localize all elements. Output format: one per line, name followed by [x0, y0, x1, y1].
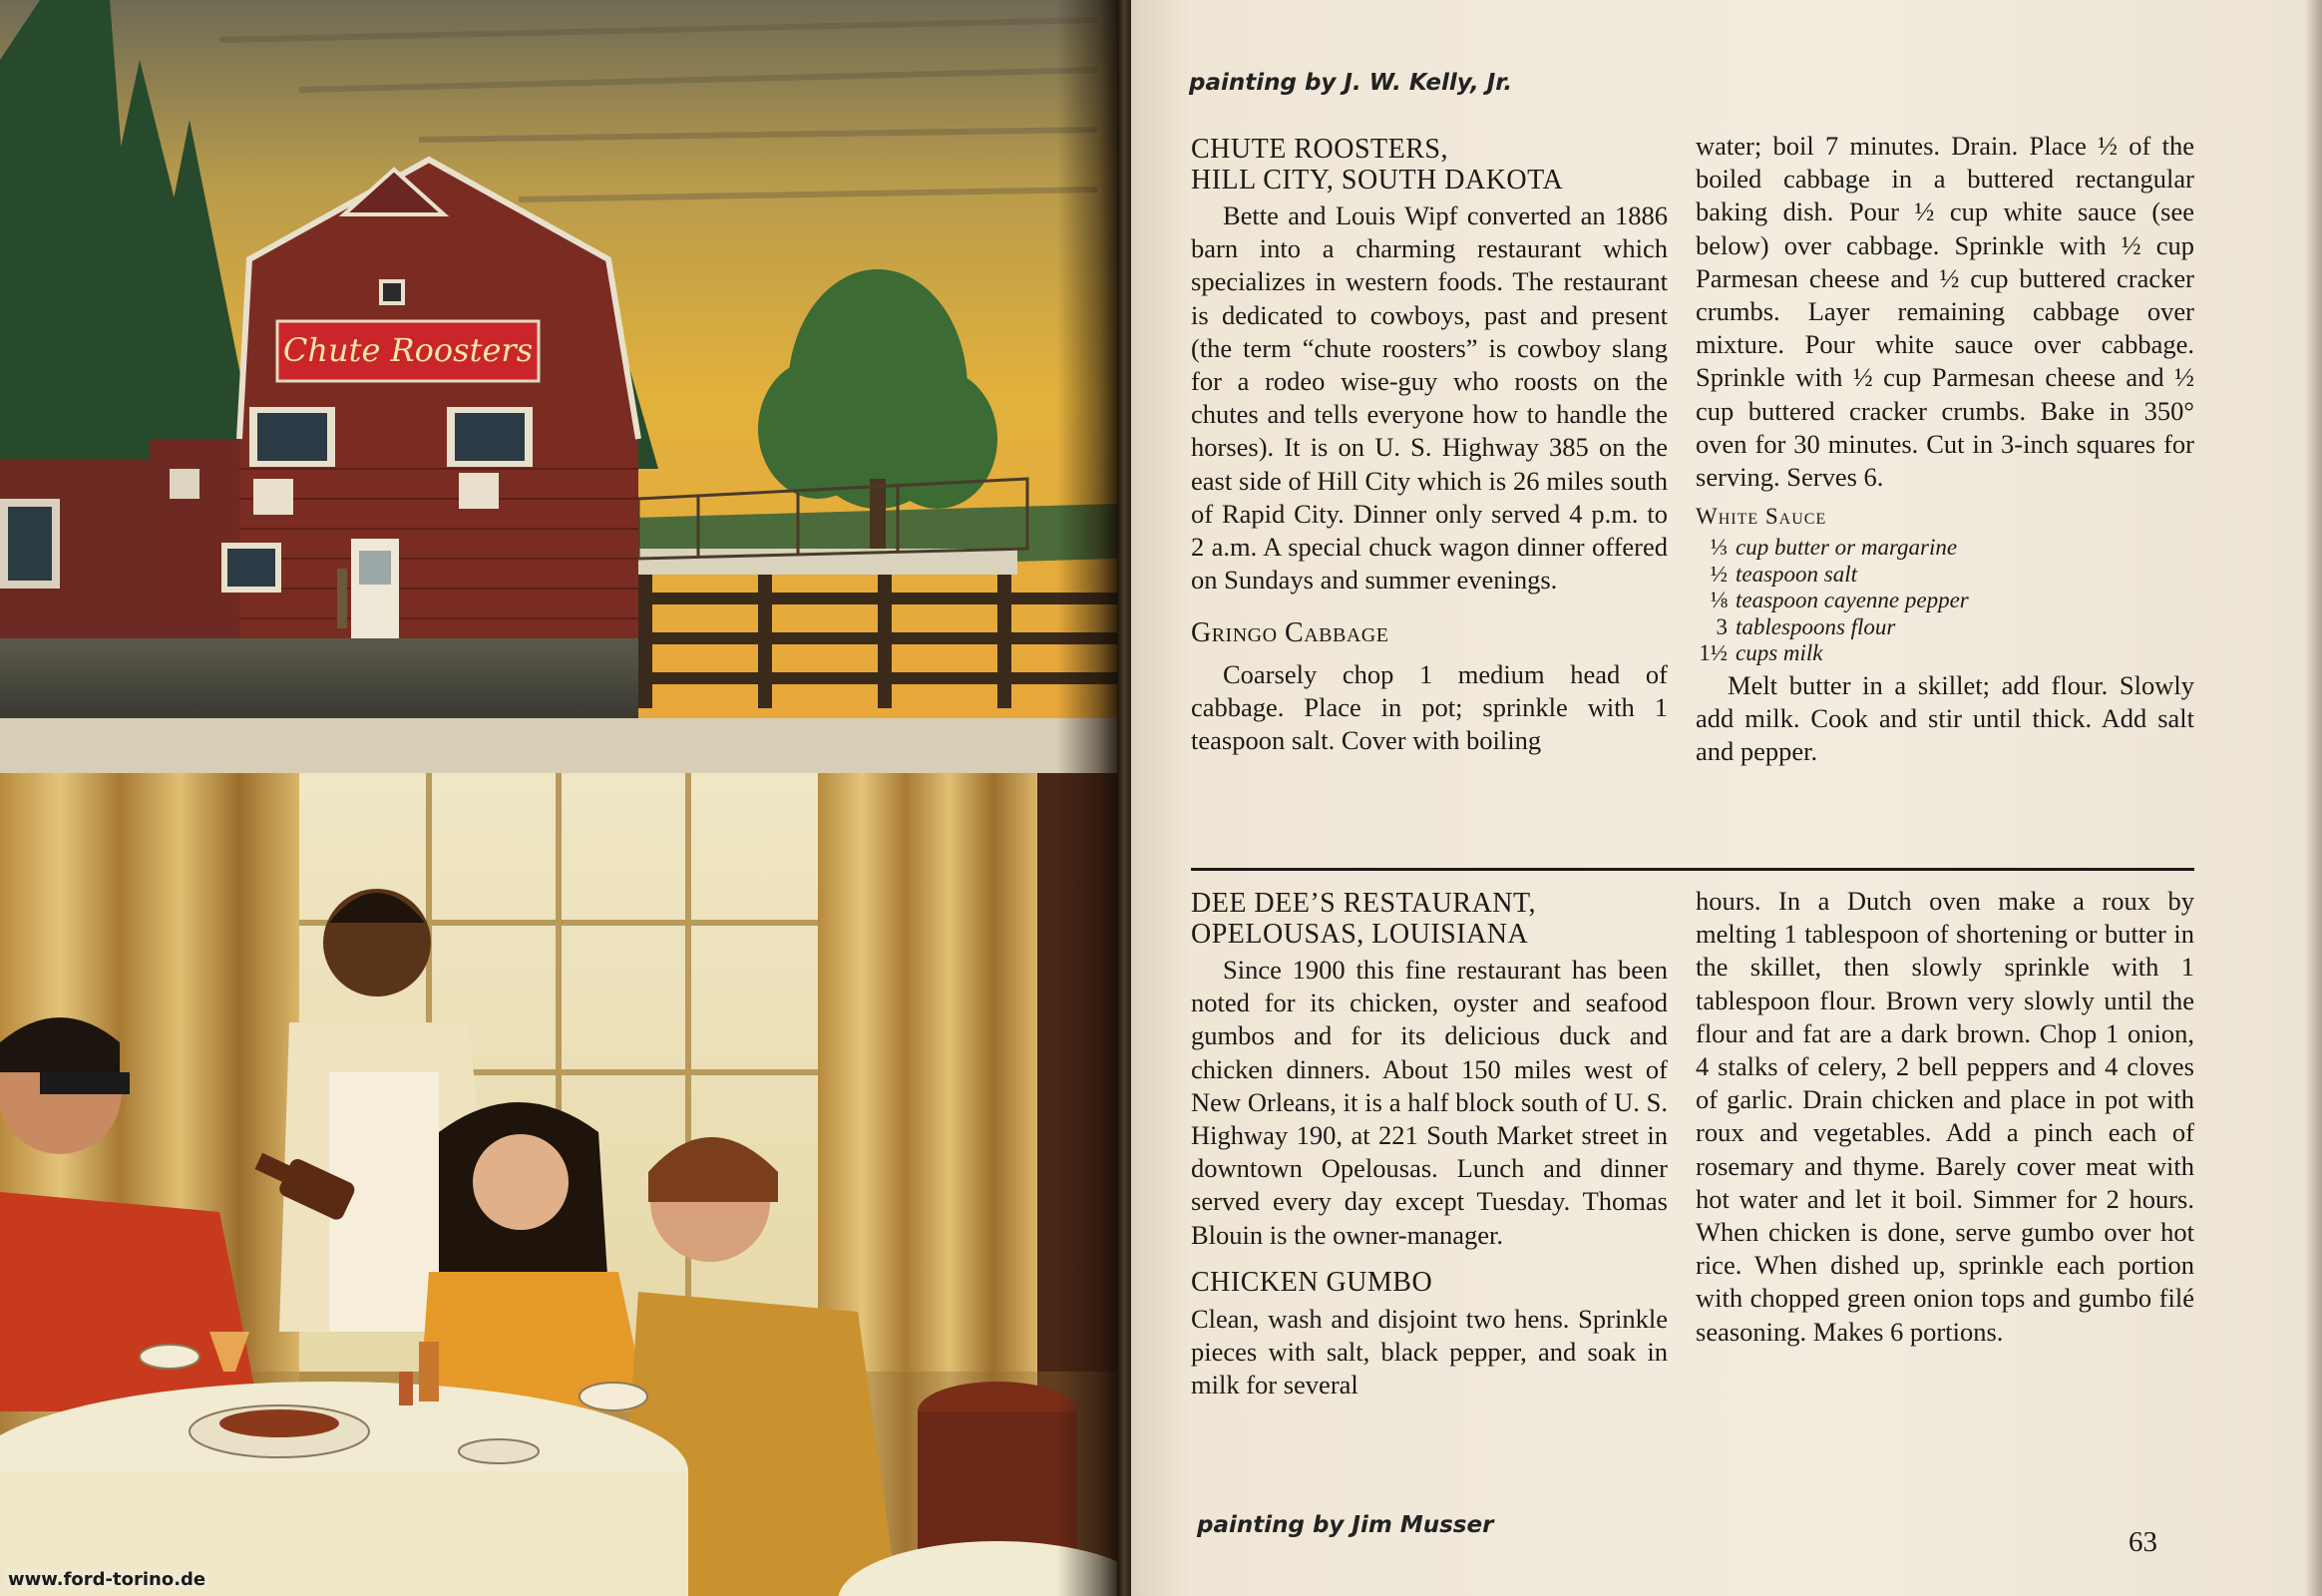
gutter-shadow	[1057, 0, 1117, 1596]
ingredient-item: ⅓ cup butter or margarine	[1710, 535, 1958, 561]
article1-column-left	[1191, 134, 1668, 757]
chicken-gumbo-text-part1: Clean, wash and disjoint two hens. Sprinkle pieces with salt, black pepper, and soak in milk for several	[1191, 1304, 1668, 1400]
white-sauce-title: White Sauce	[1696, 504, 1827, 530]
gringo-cabbage-text-part1: Coarsely chop 1 medium head of cabbage. Place in pot; sprinkle with 1 teaspoon salt. Cover with boiling	[1191, 658, 1668, 756]
painting-credit-top: painting by J. W. Kelly, Jr.	[1189, 70, 1513, 96]
dining-painting	[0, 773, 1117, 1596]
chicken-gumbo-text-part2: hours. In a Dutch oven make a roux by melting 1 tablespoon of shortening or butter in the skillet, then slowly sprinkle with 1 tablespoon flour. Brown very slowly until the flour and fat are a dark brown. Chop 1 onion, 4 stalks of celery, 2 bell peppers and 4 cloves of garlic. Drain chicken and place in pot with roux and vegetables. Add a pinch each of rosemary and thyme. Barely cover meat with hot water and let it boil. Simmer for 2 hours. When chicken is done, serve gumbo over hot rice. When dished up, sprinkle each portion with chopped green onion tops and gumbo filé seasoning. Makes 6 portions.	[1696, 886, 2194, 1347]
dining-painting-svg	[0, 773, 1117, 1596]
ingredient-item: ½ teaspoon salt	[1710, 561, 1858, 587]
barn-painting-svg	[0, 0, 1117, 718]
white-sauce-ingredients	[1696, 535, 2194, 667]
article1-heading-line1: CHUTE ROOSTERS,	[1191, 134, 1448, 165]
article-divider	[1191, 868, 2194, 871]
article2-heading-line1: DEE DEE’S RESTAURANT,	[1191, 888, 1537, 919]
gringo-cabbage-title: Gringo Cabbage	[1191, 617, 1389, 649]
painting-credit-bottom: painting by Jim Musser	[1197, 1512, 1494, 1538]
page-edge-shadow	[2304, 0, 2322, 1596]
ingredient-item: 1½ cups milk	[1699, 640, 1823, 666]
article2-heading	[1191, 888, 1668, 950]
article1-column-right	[1696, 130, 2194, 769]
ingredient-item: ⅛ teaspoon cayenne pepper	[1710, 588, 1969, 613]
book-spine	[1117, 0, 1131, 1596]
article1-body: Bette and Louis Wipf converted an 1886 barn into a charming restaurant which specializes in western foods. The restaurant is dedicated to cowboys, past and present (the term “chute roosters” is cowboy slang for a rodeo wise-guy who roosts on the chutes and tells everyone how to handle the horses). It is on U. S. Highway 385 on the east side of Hill City which is 26 miles south of Rapid City. Dinner only served 4 p.m. to 2 a.m. A special chuck wagon dinner offered on Sundays and summer evenings.	[1191, 200, 1668, 596]
ingredient-item: 3 tablespoons flour	[1716, 613, 1896, 639]
chicken-gumbo-title: CHICKEN GUMBO	[1191, 1266, 1433, 1298]
page-number: 63	[2128, 1526, 2157, 1558]
right-page	[1131, 0, 2322, 1596]
barn-sign-text: Chute Roosters	[282, 331, 534, 369]
article2-heading-line2: OPELOUSAS, LOUISIANA	[1191, 919, 1529, 950]
article2-column-right	[1696, 885, 2194, 1349]
article2-body: Since 1900 this fine restaurant has been noted for its chicken, oyster and seafood gumbos and for its delicious duck and chicken dinners. About 150 miles west of New Orleans, it is a half block south of U. S. Highway 190, at 221 South Market street in downtown Opelousas. Lunch and dinner served every day except Tuesday. Thomas Blouin is the owner-manager.	[1191, 955, 1668, 1250]
article1-heading	[1191, 134, 1668, 196]
gringo-cabbage-text-part2: water; boil 7 minutes. Drain. Place ½ of the boiled cabbage in a buttered rectangular baking dish. Pour ½ cup white sauce (see below) over cabbage. Sprinkle with ½ cup Parmesan cheese and ½ cup buttered cracker crumbs. Layer remaining cabbage over mixture. Pour white sauce over cabbage. Sprinkle with ½ cup Parmesan cheese and ½ cup buttered cracker crumbs. Bake in 350° oven for 30 minutes. Cut in 3-inch squares for serving. Serves 6.	[1696, 131, 2194, 493]
watermark: www.ford-torino.de	[4, 1569, 209, 1590]
article1-heading-line2: HILL CITY, SOUTH DAKOTA	[1191, 165, 1564, 196]
article2-column-left	[1191, 888, 1668, 1402]
white-sauce-method: Melt butter in a skillet; add flour. Slowly add milk. Cook and stir until thick. Add salt and pepper.	[1696, 669, 2194, 767]
left-page	[0, 0, 1117, 1596]
barn-painting	[0, 0, 1117, 718]
